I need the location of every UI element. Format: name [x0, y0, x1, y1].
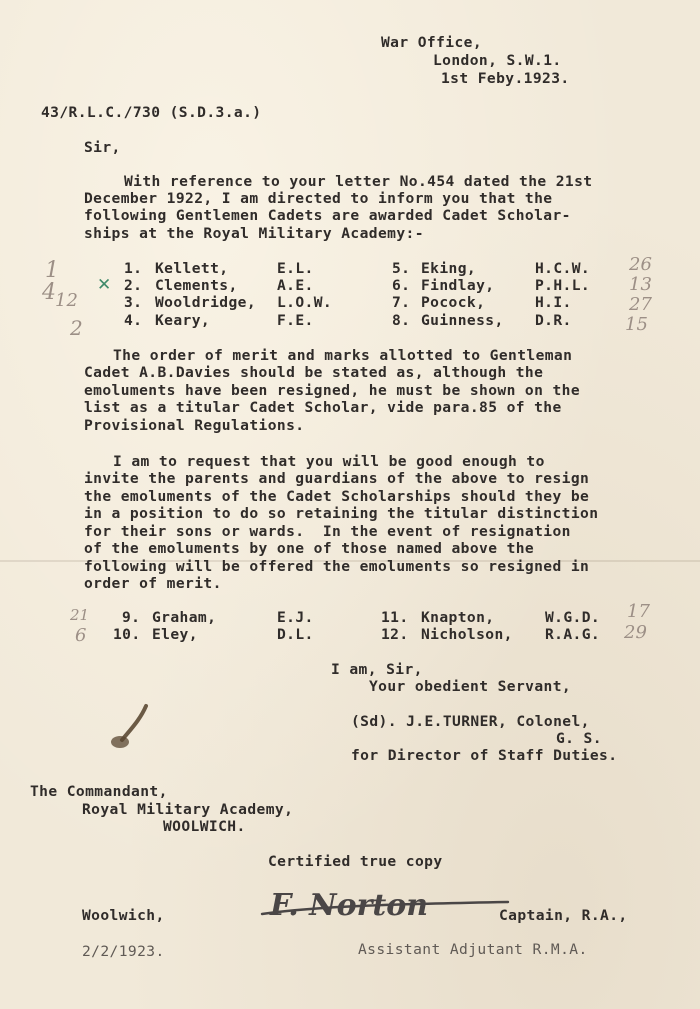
reserve-num: 9. — [122, 609, 141, 626]
tick-icon: ✕ — [97, 275, 112, 295]
closing-line2: Your obedient Servant, — [369, 678, 572, 695]
signatory-gs: G. S. — [556, 730, 602, 747]
office-name: War Office, — [381, 34, 483, 51]
cadet-num: 1. — [124, 260, 143, 277]
cadet-initials: P.H.L. — [535, 277, 591, 294]
reserve-name: Nicholson, — [421, 626, 513, 643]
cadet-initials: D.R. — [535, 312, 572, 329]
para3-line8: order of merit. — [84, 575, 222, 592]
mark-score: 27 — [629, 294, 652, 315]
cadet-num: 3. — [124, 294, 143, 311]
cadet-name: Findlay, — [421, 277, 495, 294]
para1-line4: ships at the Royal Military Academy:- — [84, 225, 424, 242]
reserve-initials: R.A.G. — [545, 626, 601, 643]
signatory: (Sd). J.E.TURNER, Colonel, — [351, 713, 590, 730]
cadet-name: Clements, — [155, 277, 238, 294]
para3-line2: invite the parents and guardians of the above to resign — [84, 470, 590, 487]
para2-line5: Provisional Regulations. — [84, 417, 305, 434]
para2-line1: The order of merit and marks allotted to Gentleman — [113, 347, 573, 364]
cadet-name: Guinness, — [421, 312, 504, 329]
reserve-initials: D.L. — [277, 626, 314, 643]
margin-number: 12 — [55, 290, 78, 311]
salutation: Sir, — [84, 139, 121, 156]
reserve-initials: W.G.D. — [545, 609, 601, 626]
mark-score: 17 — [627, 601, 650, 622]
cadet-initials: E.L. — [277, 260, 314, 277]
reserve-name: Graham, — [152, 609, 217, 626]
reserve-name: Knapton, — [421, 609, 495, 626]
signatory-for: for Director of Staff Duties. — [351, 747, 618, 764]
reserve-num: 10. — [113, 626, 141, 643]
para3-line6: of the emoluments by one of those named above the — [84, 540, 535, 557]
cadet-initials: L.O.W. — [277, 294, 333, 311]
cert-place: Woolwich, — [82, 907, 165, 924]
cadet-num: 6. — [392, 277, 411, 294]
addressee-line1: The Commandant, — [30, 783, 168, 800]
cadet-num: 4. — [124, 312, 143, 329]
ink-smudge — [100, 700, 160, 760]
margin-number: 2 — [70, 316, 83, 340]
para3-line3: the emoluments of the Cadet Scholarships should they be — [84, 488, 590, 505]
para2-line2: Cadet A.B.Davies should be stated as, although the — [84, 364, 544, 381]
addressee-line3: WOOLWICH. — [163, 818, 246, 835]
cadet-name: Wooldridge, — [155, 294, 257, 311]
reserve-num: 11. — [381, 609, 409, 626]
para2-line3: emoluments have been resigned, he must be shown on the — [84, 382, 581, 399]
cadet-initials: H.I. — [535, 294, 572, 311]
cadet-num: 8. — [392, 312, 411, 329]
reserve-name: Eley, — [152, 626, 198, 643]
para1-line1: With reference to your letter No.454 dated the 21st — [124, 173, 593, 190]
letter-date: 1st Feby.1923. — [441, 70, 570, 87]
mark-score: 15 — [625, 314, 648, 335]
cadet-num: 5. — [392, 260, 411, 277]
mark-score: 6 — [75, 625, 87, 646]
para1-line3: following Gentlemen Cadets are awarded Cadet Scholar- — [84, 207, 571, 224]
para3-line5: for their sons or wards. In the event of resignation — [84, 523, 571, 540]
cadet-name: Keary, — [155, 312, 211, 329]
para2-line4: list as a titular Cadet Scholar, vide para.85 of the — [84, 399, 562, 416]
para3-line1: I am to request that you will be good enough to — [113, 453, 545, 470]
cadet-num: 2. — [124, 277, 143, 294]
mark-score: 29 — [624, 622, 647, 643]
reserve-initials: E.J. — [277, 609, 314, 626]
cadet-initials: H.C.W. — [535, 260, 591, 277]
mark-score: 21 — [70, 606, 90, 624]
cadet-name: Pocock, — [421, 294, 486, 311]
cadet-initials: F.E. — [277, 312, 314, 329]
addressee-line2: Royal Military Academy, — [82, 801, 294, 818]
cert-date: 2/2/1923. — [82, 943, 165, 960]
para1-line2: December 1922, I am directed to inform you that the — [84, 190, 553, 207]
cadet-initials: A.E. — [277, 277, 314, 294]
signature-underline — [258, 896, 518, 926]
cert-rank: Captain, R.A., — [499, 907, 628, 924]
cert-title: Assistant Adjutant R.M.A. — [358, 941, 588, 958]
cadet-name: Kellett, — [155, 260, 229, 277]
mark-score: 26 — [629, 254, 652, 275]
office-location: London, S.W.1. — [433, 52, 562, 69]
mark-score: 13 — [629, 274, 652, 295]
cadet-num: 7. — [392, 294, 411, 311]
handwritten-signature: F. Norton — [270, 888, 429, 923]
para3-line4: in a position to do so retaining the titular distinction — [84, 505, 599, 522]
reference-number: 43/R.L.C./730 (S.D.3.a.) — [41, 104, 262, 121]
para3-line7: following will be offered the emoluments so resigned in — [84, 558, 590, 575]
margin-number: 4 — [42, 280, 56, 305]
cadet-name: Eking, — [421, 260, 477, 277]
reserve-num: 12. — [381, 626, 409, 643]
margin-number: 1 — [45, 258, 59, 283]
closing-line1: I am, Sir, — [331, 661, 423, 678]
certified-copy: Certified true copy — [268, 853, 443, 870]
